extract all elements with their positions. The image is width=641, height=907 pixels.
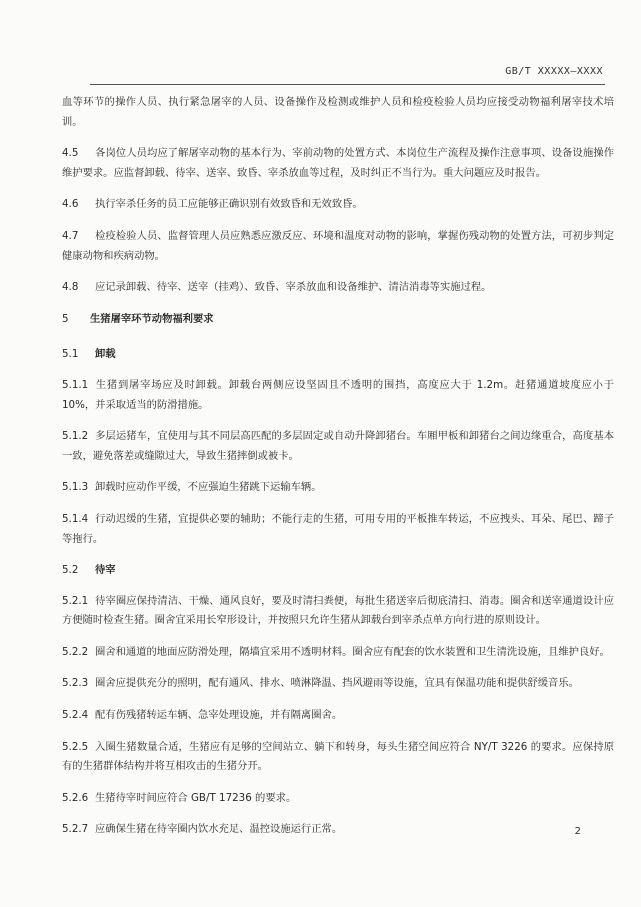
section-number: 5.2 <box>62 564 79 577</box>
clause-number: 5.1.4 <box>62 512 89 525</box>
clause-text: 应记录卸载、待宰、送宰（挂鸡）、致昏、宰杀放血和设备维护、清洁消毒等实施过程。 <box>95 281 492 294</box>
clause-5-2-3 <box>62 674 614 694</box>
clause-text: 生猪到屠宰场应及时卸载。卸载台两侧应设坚固且不透明的围挡，高度应大于 1.2m。赶猪通道坡度应小于 10%，并采取适当的防滑措施。 <box>62 378 614 411</box>
clause-number: 5.2.2 <box>62 645 89 658</box>
clause-number: 5.2.7 <box>62 823 89 836</box>
clause-5-2-4 <box>62 706 614 726</box>
clause-number: 5.2.6 <box>62 791 89 804</box>
clause-4-8 <box>62 278 614 298</box>
page-number: 2 <box>574 826 581 837</box>
clause-number: 5.2.5 <box>62 740 89 753</box>
clause-text: 圈舍和通道的地面应防滑处理，隔墙宜采用不透明材料。圈舍应有配套的饮水装置和卫生清洗设施，且维护良好。 <box>95 645 610 658</box>
clause-number: 5.1.3 <box>62 481 89 494</box>
section-5-2-heading <box>62 561 614 581</box>
clause-text: 待宰圈应保持清洁、干燥、通风良好，要及时清扫粪便，每批生猪送宰后彻底清扫、消毒。圈舍和送宰通道设计应方便随时检查生猪。圈舍宜采用长窄形设计，并按照只允许生猪从卸载台到宰杀点单方向行进的原则设计。 <box>62 594 614 627</box>
paragraph-text: 血等环节的操作人员、执行紧急屠宰的人员、设备操作及检测或维护人员和检疫检验人员均应接受动物福利屠宰技术培训。 <box>62 96 614 128</box>
section-number: 5.1 <box>62 348 79 361</box>
section-5-heading <box>62 310 614 330</box>
section-5-1-heading <box>62 345 614 365</box>
paragraph-continued <box>62 93 614 132</box>
document-body <box>62 93 614 852</box>
clause-text: 检疫检验人员、监督管理人员应熟悉应激反应、环境和温度对动物的影响，掌握伤残动物的处置方法，可初步判定健康动物和疾病动物。 <box>62 229 614 262</box>
clause-number: 5.2.1 <box>62 594 89 607</box>
clause-5-1-3 <box>62 478 614 498</box>
clause-5-1-4 <box>62 510 614 549</box>
clause-text: 应确保生猪在待宰圈内饮水充足、温控设施运行正常。 <box>95 823 343 836</box>
clause-5-2-1 <box>62 592 614 631</box>
clause-text: 生猪待宰时间应符合 GB/T 17236 的要求。 <box>95 791 297 804</box>
section-title: 待宰 <box>95 564 116 577</box>
clause-number: 5.1.2 <box>62 430 89 443</box>
clause-number: 4.8 <box>62 281 79 294</box>
clause-number: 4.6 <box>62 198 79 211</box>
clause-5-2-5 <box>62 738 614 777</box>
clause-number: 5.2.4 <box>62 709 89 722</box>
section-title: 生猪屠宰环节动物福利要求 <box>90 312 214 325</box>
standard-code: GB/T XXXXX—XXXX <box>505 66 603 77</box>
clause-text: 各岗位人员均应了解屠宰动物的基本行为、宰前动物的处置方式、本岗位生产流程及操作注意事项、设备设施操作维护要求。应监督卸载、待宰、送宰、致昏、宰杀放血等过程，及时纠正不当行为。重大问题应及时报告。 <box>62 147 614 179</box>
clause-4-5 <box>62 144 614 183</box>
clause-number: 5.2.3 <box>62 677 89 690</box>
clause-text: 入圈生猪数量合适，生猪应有足够的空间站立、躺下和转身，每头生猪空间应符合 NY/T 3226 的要求。应保持原有的生猪群体结构并将互相攻击的生猪分开。 <box>62 740 614 773</box>
clause-text: 配有伤残猪转运车辆、急宰处理设施，并有隔离圈舍。 <box>95 709 343 722</box>
section-title: 卸载 <box>95 348 116 361</box>
clause-text: 行动迟缓的生猪，宜提供必要的辅助；不能行走的生猪，可用专用的平板推车转运，不应拽头、耳朵、尾巴、蹄子等拖行。 <box>62 512 614 545</box>
clause-number: 5.1.1 <box>62 378 89 391</box>
clause-number: 4.7 <box>62 229 79 242</box>
clause-5-2-2 <box>62 643 614 663</box>
clause-4-7 <box>62 227 614 266</box>
clause-5-1-2 <box>62 427 614 466</box>
clause-text: 执行宰杀任务的员工应能够正确识别有效致昏和无效致昏。 <box>95 198 363 211</box>
clause-text: 圈舍应提供充分的照明，配有通风、排水、喷淋降温、挡风避雨等设施，宜具有保温功能和提供舒缓音乐。 <box>95 677 579 690</box>
header-rule <box>90 84 605 85</box>
clause-text: 卸载时应动作平缓，不应强迫生猪跳下运输车辆。 <box>95 481 322 494</box>
section-number: 5 <box>62 312 69 325</box>
clause-text: 多层运猪车，宜使用与其不同层高匹配的多层固定或自动升降卸猪台。车厢甲板和卸猪台之间边缘重合，高度基本一致，避免落差或缝隙过大，导致生猪摔倒或被卡。 <box>62 430 614 462</box>
clause-number: 4.5 <box>62 147 79 160</box>
clause-5-2-6 <box>62 789 614 809</box>
clause-5-2-7 <box>62 820 614 840</box>
clause-5-1-1 <box>62 376 614 415</box>
clause-4-6 <box>62 195 614 215</box>
